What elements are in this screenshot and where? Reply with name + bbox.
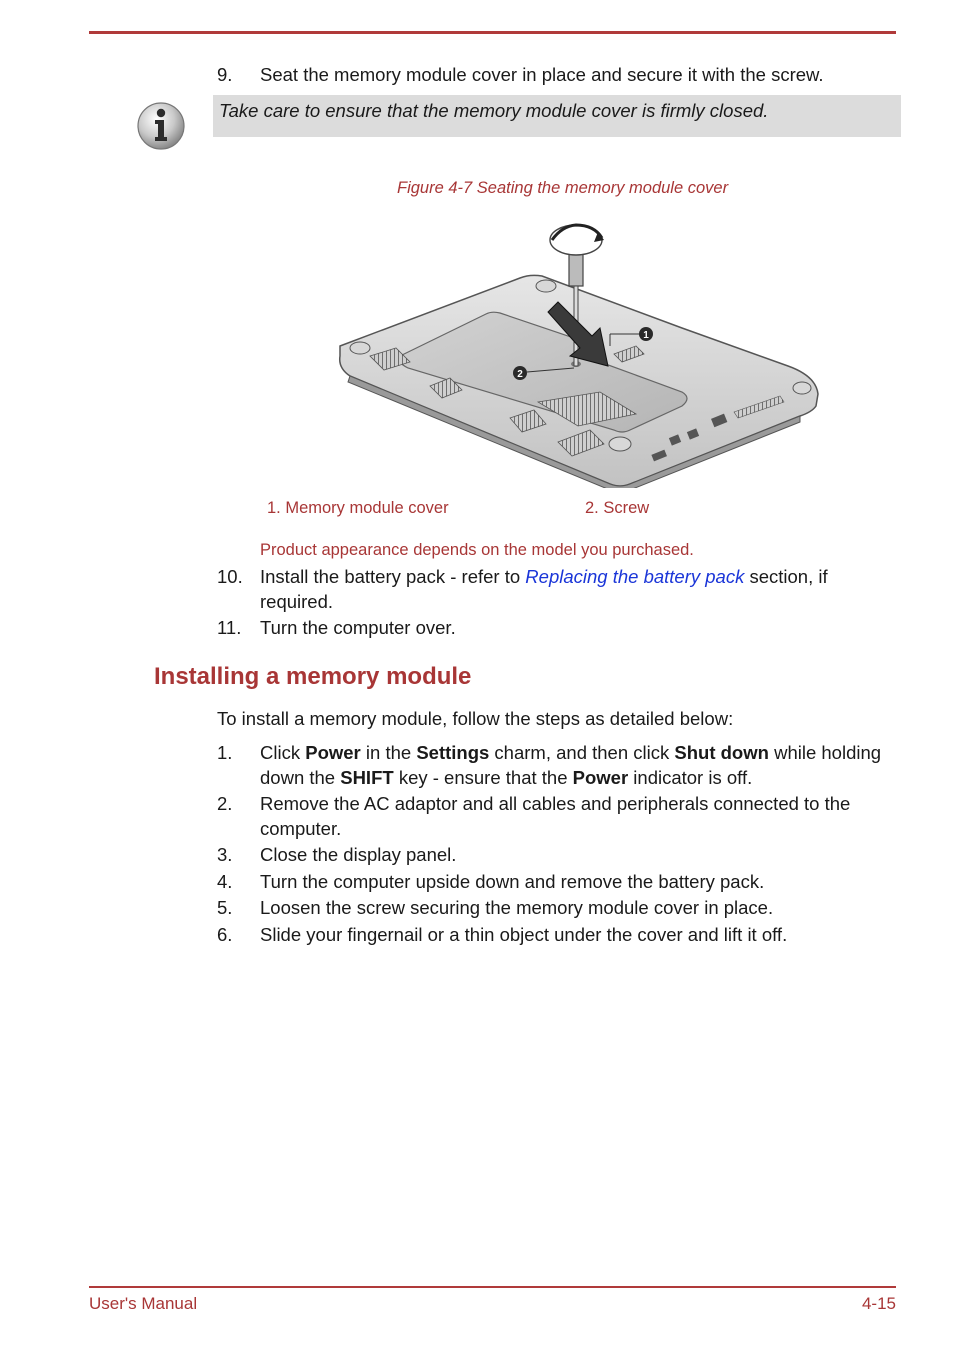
step-text [260,565,897,614]
step-number: 6. [217,924,233,945]
step-text: Turn the computer over. [260,617,456,638]
step-text [260,741,897,790]
shut-down-term: Shut down [674,742,769,763]
step-text: Turn the computer upside down and remove the battery pack. [260,871,765,892]
info-icon [135,100,187,152]
step-text-part: Install the battery pack - refer to [260,566,526,587]
legend-screw: 2. Screw [585,499,650,517]
callout-1: 1 [643,330,649,341]
step-11 [217,616,897,641]
step-text-part: Click [260,742,306,763]
callout-2: 2 [517,369,523,380]
install-step-1 [217,741,897,790]
step-number: 9. [217,64,233,85]
laptop-underside-illustration [330,216,822,488]
install-step-4 [217,870,897,895]
legend-memory-module-cover: 1. Memory module cover [267,499,449,517]
note-text: Take care to ensure that the memory module cover is firmly closed. [219,100,769,121]
step-text-part: key - ensure that the [393,766,573,788]
step-10 [217,565,897,614]
install-step-5 [217,896,897,921]
step-text-part: indicator is off. [628,766,753,788]
step-text-part: in the [360,742,417,763]
settings-term: Settings [416,742,490,763]
step-number: 11. [217,617,242,638]
power-term: Power [305,742,361,763]
step-text: Remove the AC adaptor and all cables and peripherals connected to the computer. [260,793,851,839]
figure-disclaimer: Product appearance depends on the model you purchased. [260,541,694,559]
install-step-3 [217,843,897,868]
note-box [213,95,901,137]
section-heading: Installing a memory module [154,663,472,690]
step-number: 4. [217,871,233,892]
shift-key-term: SHIFT [340,766,394,788]
step-text-part: while holding down the [260,742,882,788]
step-text: Loosen the screw securing the memory module cover in place. [260,897,774,918]
step-text-part: section, if required. [260,566,828,612]
install-step-2 [217,792,897,841]
step-text: Slide your fingernail or a thin object under the cover and lift it off. [260,924,788,945]
step-text: Close the display panel. [260,844,457,865]
replacing-battery-pack-link[interactable]: Replacing the battery pack [525,566,745,587]
footer-manual-title: User's Manual [89,1294,198,1313]
step-text: Seat the memory module cover in place and secure it with the screw. [260,64,824,85]
step-number: 5. [217,897,233,918]
header-rule [89,31,896,34]
step-number: 1. [217,742,233,763]
step-number: 10. [217,566,243,587]
install-step-6 [217,923,897,948]
step-text-part: charm, and then click [489,742,675,763]
power-indicator-term: Power [572,766,629,788]
step-number: 3. [217,844,233,865]
footer-page-number: 4-15 [861,1294,896,1313]
step-number: 2. [217,793,233,814]
section-intro: To install a memory module, follow the steps as detailed below: [217,708,734,729]
step-9 [217,63,897,88]
footer-rule [89,1286,896,1288]
figure-caption: Figure 4-7 Seating the memory module cover [397,179,729,197]
